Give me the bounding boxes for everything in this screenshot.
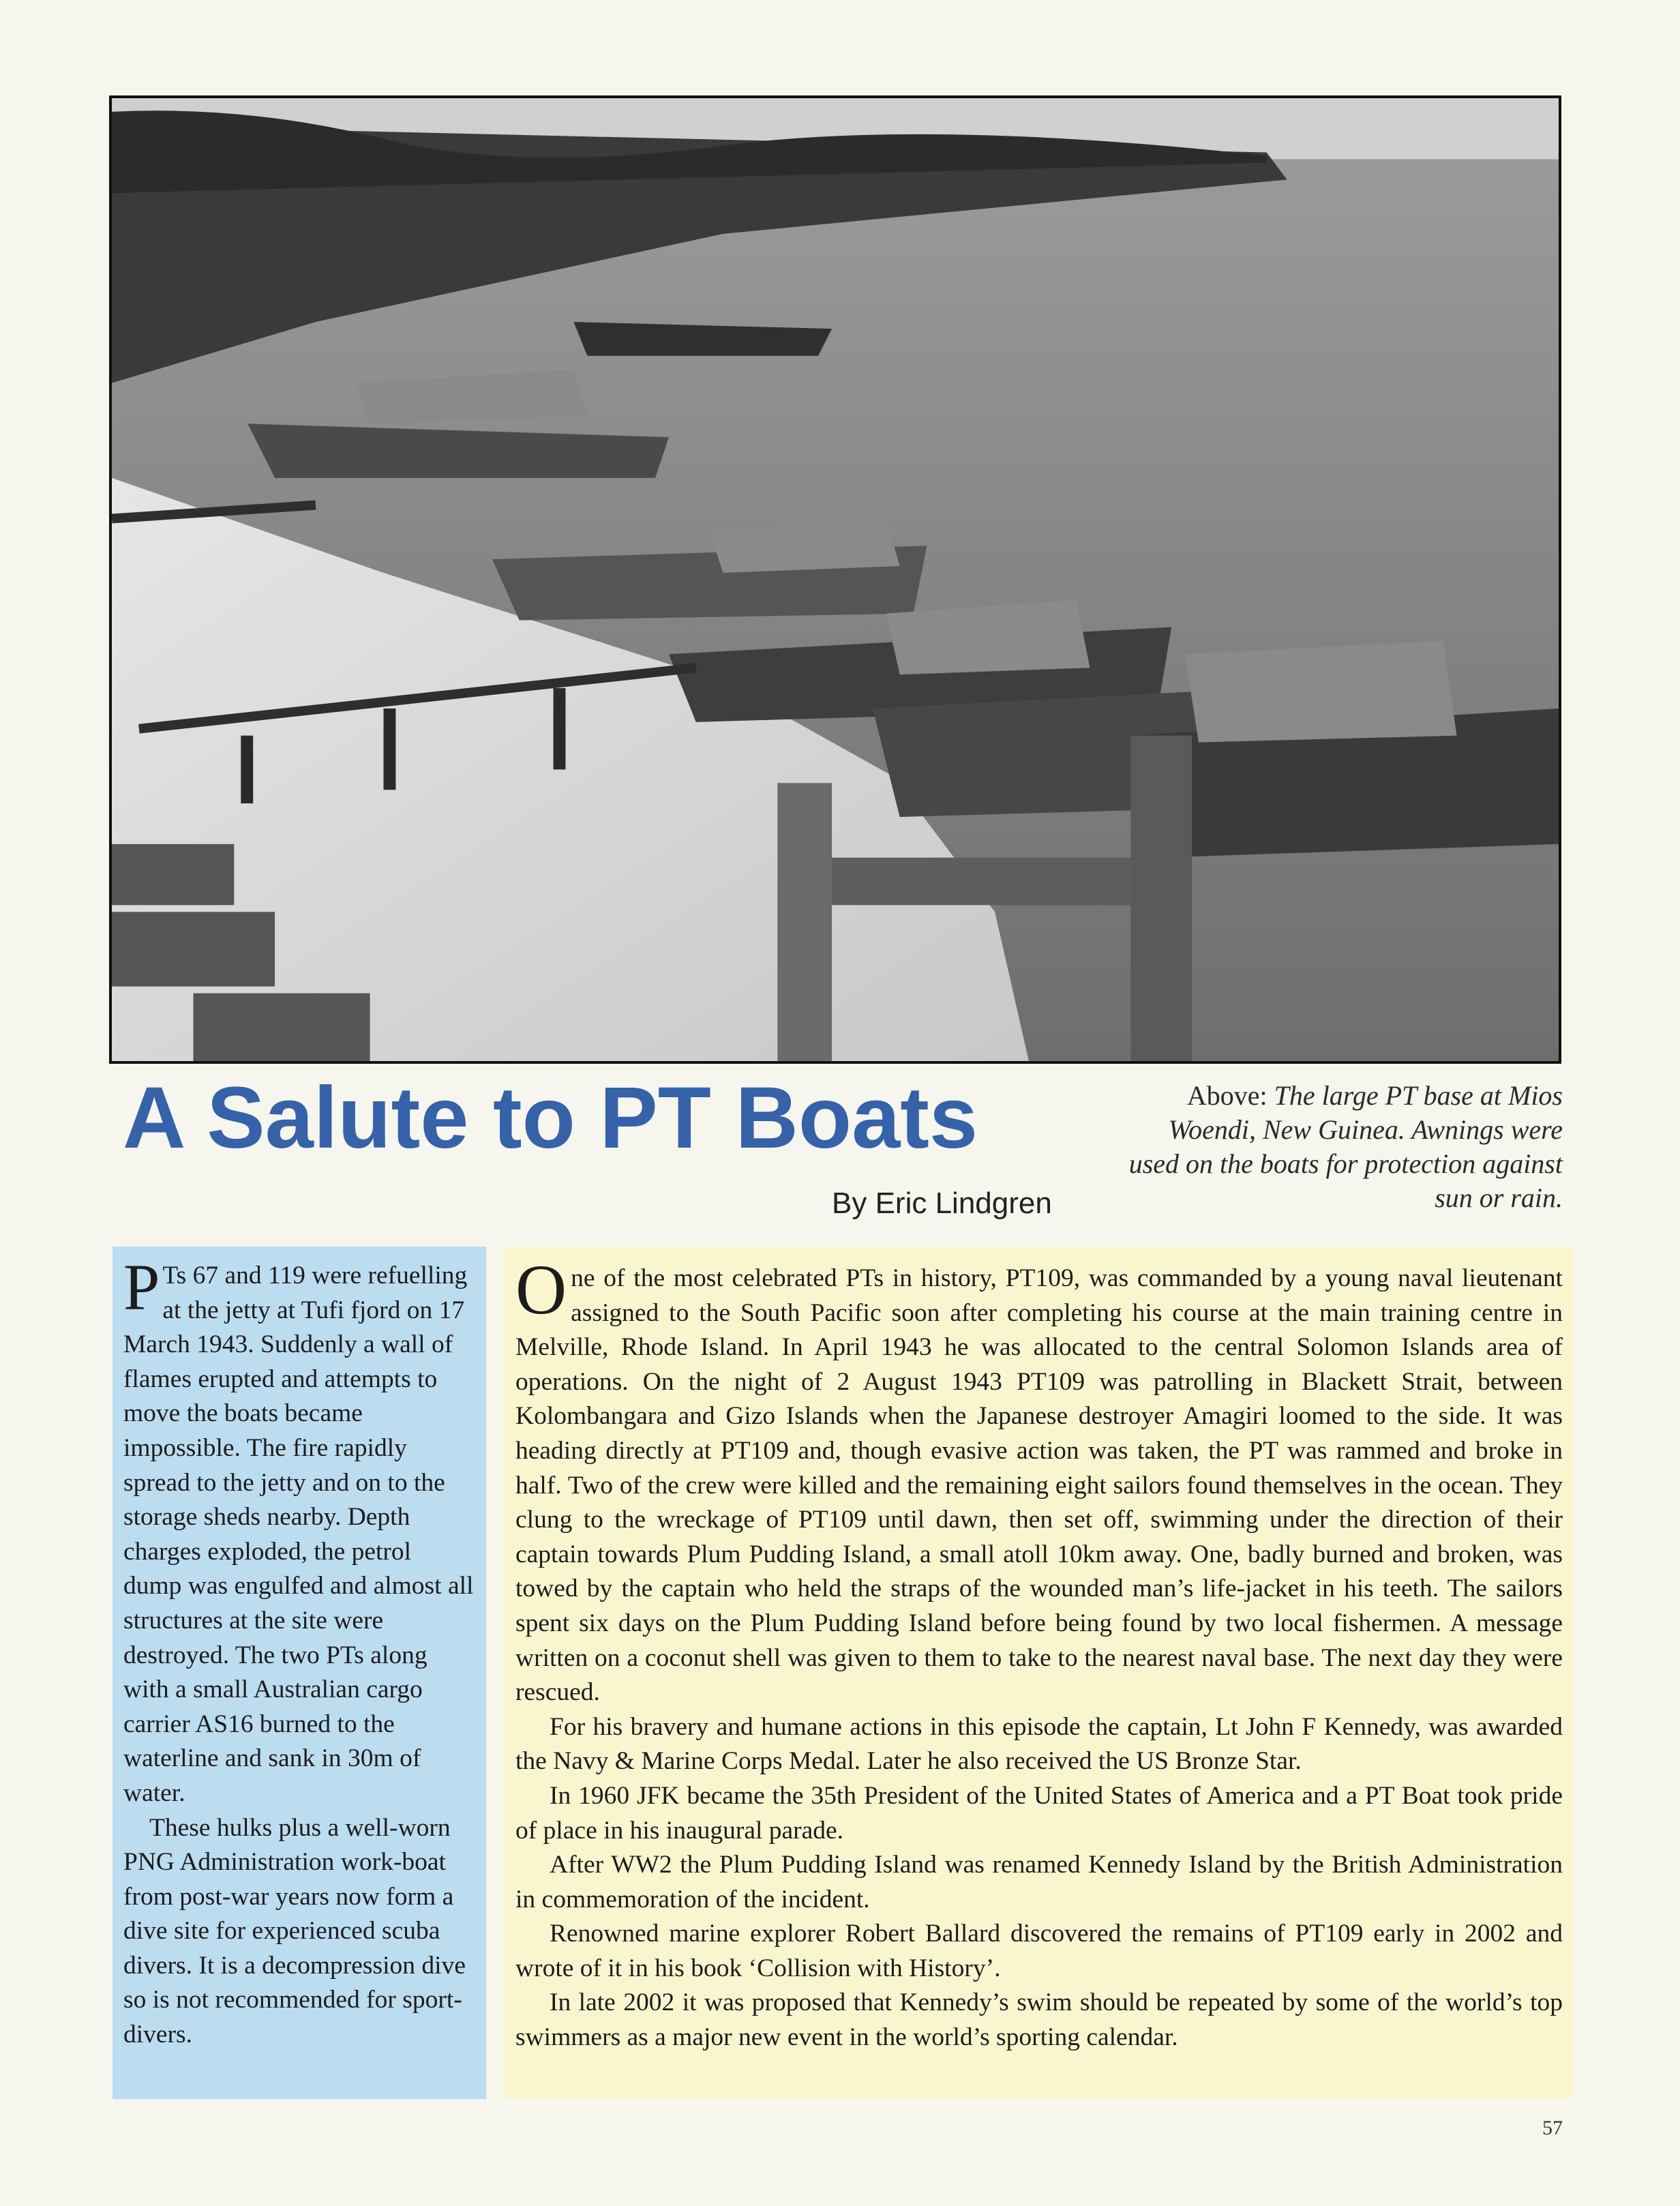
article-paragraph: Renowned marine explorer Robert Ballard discovered the remains of PT109 early in 2002 and wrote of it in his book ‘Collision with History’.	[515, 1920, 1563, 1982]
photo-illustration	[112, 98, 1559, 1061]
main-article	[503, 1247, 1574, 2099]
sidebar-box	[112, 1247, 486, 2099]
article-paragraph-text: ne of the most celebrated PTs in history, PT109, was commanded by a young naval lieutenant assigned to the South Pacific soon after completing his course at the main training centre in Melville, Rhode Island. In April 1943 he was allocated to the central Solomon Islands area of operations. On the night of 2 August 1943 PT109 was patrolling in Blackett Strait, between Kolombangara and Gizo Islands when the Japanese destroyer Amagiri loomed to the side. It was heading directly at PT109 and, though evasive action was taken, the PT was rammed and broke in half. Two of the crew were killed and the remaining eight sailors found themselves in the ocean. They clung to the wreckage of PT109 until dawn, then set off, swimming under the direction of their captain towards Plum Pudding Island, a small atoll 10km away. One, badly burned and broken, was towed by the captain who held the straps of the wounded man’s life-jacket in his teeth. The sailors spent six days on the Plum Pudding Island before being found by two local fishermen. A message written on a coconut shell was given to them to take to the nearest naval base. The next day they were rescued.	[515, 1264, 1563, 1707]
pt-boats-photo	[109, 95, 1561, 1064]
article-paragraph: In 1960 JFK became the 35th President of the United States of America and a PT Boat took pride of place in his inaugural parade.	[515, 1781, 1563, 1845]
sidebar-dropcap: P	[123, 1251, 160, 1324]
article-paragraph: For his bravery and humane actions in this episode the captain, Lt John F Kennedy, was awarded the Navy & Marine Corps Medal. Later he also received the US Bronze Star.	[515, 1712, 1563, 1776]
sidebar-paragraph-text: Ts 67 and 119 were refuelling at the jetty at Tufi fjord on 17 March 1943. Suddenly a wall of flames erupted and attempts to move the boats became impossible. The fire rapidly spread to the jetty and on to the storage sheds nearby. Depth charges exploded, the petrol dump was engulfed and almost all structures at the site were destroyed. The two PTs along with a small Australian cargo carrier AS16 burned to the waterline and sank in 30m of water.	[123, 1262, 474, 1807]
photo-caption	[1118, 1079, 1563, 1215]
article-paragraph	[515, 1251, 1563, 1710]
caption-lead: Above:	[1186, 1080, 1274, 1111]
article-paragraph: In late 2002 it was proposed that Kennedy’s swim should be repeated by some of the world’s top swimmers as a major new event in the world’s sporting calendar.	[515, 1988, 1563, 2052]
article-dropcap: O	[515, 1251, 567, 1329]
article-paragraph: After WW2 the Plum Pudding Island was renamed Kennedy Island by the British Administration in commemoration of the incident.	[515, 1851, 1563, 1913]
sidebar-paragraph	[123, 1251, 475, 1811]
byline: By Eric Lindgren	[832, 1187, 1052, 1220]
page-number: 57	[1542, 2117, 1563, 2139]
caption-text: The large PT base at Mios Woendi, New Guinea. Awnings were used on the boats for protection against sun or rain.	[1128, 1080, 1563, 1213]
article-title: A Salute to PT Boats	[123, 1069, 978, 1167]
sidebar-paragraph: These hulks plus a well-worn PNG Administration work-boat from post-war years now form a dive site for experienced scuba divers. It is a decompression dive so is not recommended for sport-divers.	[123, 1813, 466, 2049]
